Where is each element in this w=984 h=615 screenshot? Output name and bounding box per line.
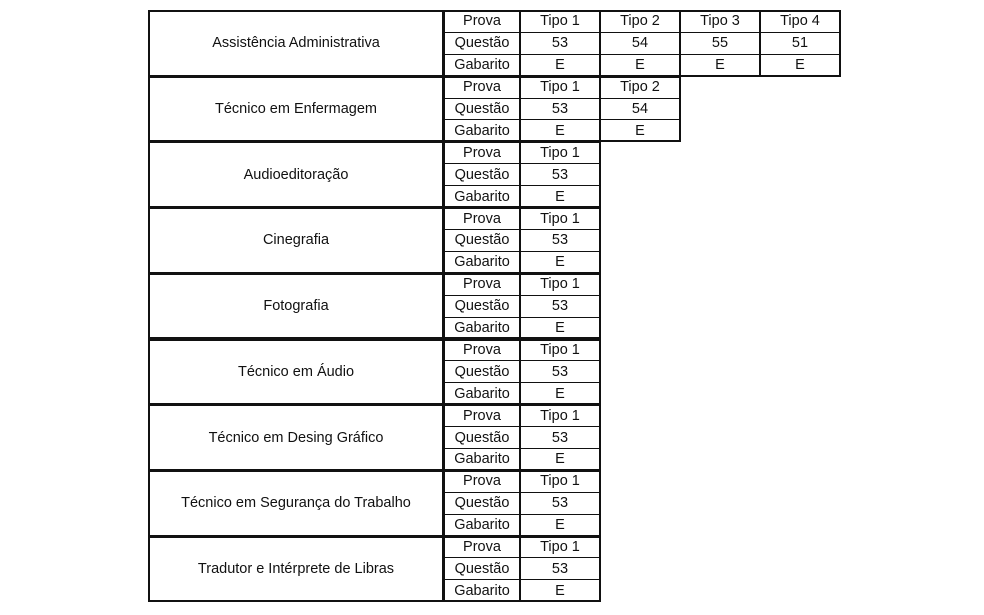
prova-label: Prova: [444, 141, 520, 164]
course-name: Técnico em Enfermagem: [148, 76, 444, 143]
gabarito-cell: E: [520, 119, 600, 142]
course-block: [148, 404, 600, 470]
prova-cell: Tipo 4: [760, 10, 840, 33]
gabarito-label: Gabarito: [444, 579, 520, 602]
course-block: [148, 207, 600, 273]
gabarito-label: Gabarito: [444, 54, 520, 77]
questao-label: Questão: [444, 163, 520, 186]
prova-label: Prova: [444, 76, 520, 99]
gabarito-cell: E: [520, 54, 600, 77]
gabarito-label: Gabarito: [444, 382, 520, 405]
prova-cell: Tipo 1: [520, 536, 600, 559]
questao-cell: 53: [520, 492, 600, 515]
questao-cell: 54: [600, 32, 680, 55]
course-name: Assistência Administrativa: [148, 10, 444, 77]
prova-label: Prova: [444, 207, 520, 230]
gabarito-cell: E: [600, 54, 680, 77]
questao-label: Questão: [444, 295, 520, 318]
prova-label: Prova: [444, 470, 520, 493]
prova-cell: Tipo 1: [520, 10, 600, 33]
prova-cell: Tipo 2: [600, 10, 680, 33]
course-name: Técnico em Áudio: [148, 339, 444, 406]
course-block: [148, 339, 600, 405]
gabarito-cell: E: [520, 448, 600, 471]
prova-cell: Tipo 1: [520, 404, 600, 427]
course-block: [148, 10, 840, 76]
questao-cell: 53: [520, 163, 600, 186]
course-name: Técnico em Segurança do Trabalho: [148, 470, 444, 537]
questao-cell: 51: [760, 32, 840, 55]
course-name: Fotografia: [148, 273, 444, 340]
questao-cell: 53: [520, 229, 600, 252]
questao-label: Questão: [444, 557, 520, 580]
questao-cell: 53: [520, 360, 600, 383]
course-block: [148, 76, 680, 142]
course-name: Tradutor e Intérprete de Libras: [148, 536, 444, 603]
gabarito-cell: E: [600, 119, 680, 142]
gabarito-label: Gabarito: [444, 317, 520, 340]
questao-cell: 54: [600, 98, 680, 121]
gabarito-cell: E: [520, 185, 600, 208]
course-block: [148, 273, 600, 339]
gabarito-cell: E: [520, 579, 600, 602]
questao-cell: 53: [520, 295, 600, 318]
questao-cell: 53: [520, 98, 600, 121]
gabarito-label: Gabarito: [444, 251, 520, 274]
prova-cell: Tipo 1: [520, 339, 600, 362]
questao-label: Questão: [444, 98, 520, 121]
prova-label: Prova: [444, 339, 520, 362]
questao-cell: 55: [680, 32, 760, 55]
gabarito-label: Gabarito: [444, 514, 520, 537]
gabarito-cell: E: [680, 54, 760, 77]
course-name: Audioeditoração: [148, 141, 444, 208]
questao-cell: 53: [520, 426, 600, 449]
prova-cell: Tipo 1: [520, 76, 600, 99]
prova-label: Prova: [444, 536, 520, 559]
prova-label: Prova: [444, 404, 520, 427]
questao-label: Questão: [444, 426, 520, 449]
questao-label: Questão: [444, 360, 520, 383]
gabarito-cell: E: [520, 317, 600, 340]
gabarito-label: Gabarito: [444, 185, 520, 208]
gabarito-cell: E: [520, 251, 600, 274]
course-block: [148, 536, 600, 602]
gabarito-cell: E: [760, 54, 840, 77]
prova-label: Prova: [444, 10, 520, 33]
prova-cell: Tipo 1: [520, 273, 600, 296]
prova-cell: Tipo 1: [520, 141, 600, 164]
gabarito-label: Gabarito: [444, 119, 520, 142]
course-block: [148, 141, 600, 207]
prova-cell: Tipo 1: [520, 207, 600, 230]
questao-label: Questão: [444, 32, 520, 55]
gabarito-label: Gabarito: [444, 448, 520, 471]
prova-label: Prova: [444, 273, 520, 296]
prova-cell: Tipo 3: [680, 10, 760, 33]
course-block: [148, 470, 600, 536]
gabarito-cell: E: [520, 382, 600, 405]
course-name: Cinegrafia: [148, 207, 444, 274]
gabarito-cell: E: [520, 514, 600, 537]
questao-cell: 53: [520, 32, 600, 55]
prova-cell: Tipo 2: [600, 76, 680, 99]
questao-label: Questão: [444, 492, 520, 515]
questao-cell: 53: [520, 557, 600, 580]
questao-label: Questão: [444, 229, 520, 252]
course-name: Técnico em Desing Gráfico: [148, 404, 444, 471]
prova-cell: Tipo 1: [520, 470, 600, 493]
